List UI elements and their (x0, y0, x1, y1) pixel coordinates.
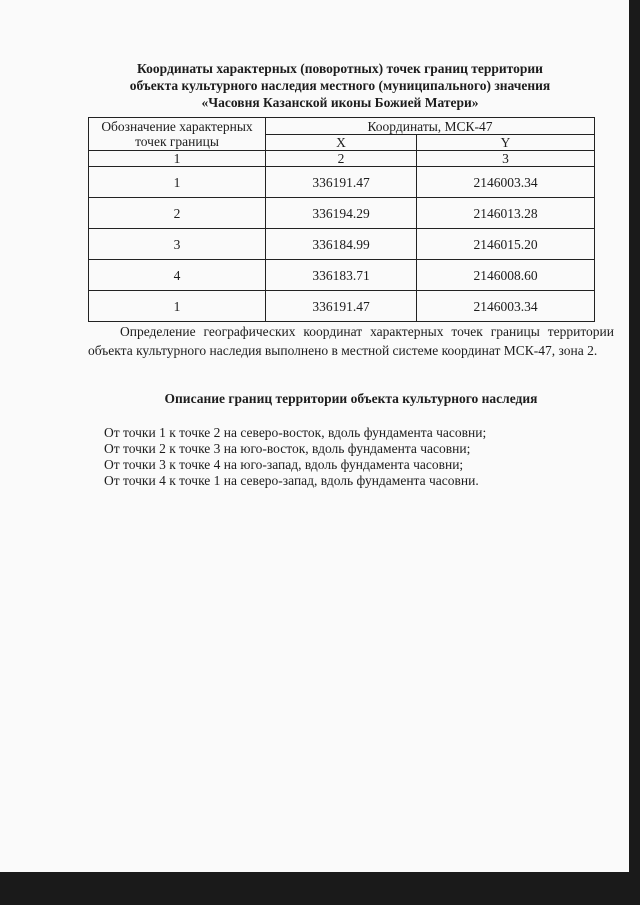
coordinate-system-paragraph: Определение географических координат характерных точек границы территории объекта культурного наследия выполнено в местной системе координат МСК-47, зона 2. (88, 324, 614, 358)
table-row (89, 260, 595, 291)
table-row (89, 229, 595, 260)
x-value: 336191.47 (266, 167, 417, 198)
point-number: 4 (89, 260, 266, 291)
y-value: 2146013.28 (417, 198, 595, 229)
title-line-2: объекта культурного наследия местного (муниципального) значения (129, 78, 551, 93)
table-row (89, 291, 595, 322)
list-item: От точки 4 к точке 1 на северо-запад, вдоль фундамента часовни. (104, 473, 479, 488)
x-value: 336184.99 (266, 229, 417, 260)
x-value: 336183.71 (266, 260, 417, 291)
column-number: 3 (417, 151, 595, 167)
table-header-row (89, 118, 595, 135)
header-y: Y (417, 135, 595, 151)
title-line-3: «Часовня Казанской иконы Божией Матери» (201, 95, 479, 110)
point-number: 2 (89, 198, 266, 229)
title-line-1: Координаты характерных (поворотных) точек границ территории (137, 61, 543, 76)
x-value: 336191.47 (266, 291, 417, 322)
table-row (89, 198, 595, 229)
boundary-description-title: Описание границ территории объекта культурного наследия (164, 391, 538, 406)
list-item: От точки 2 к точке 3 на юго-восток, вдоль фундамента часовни; (104, 441, 471, 456)
table-row (89, 167, 595, 198)
point-number: 1 (89, 291, 266, 322)
column-number: 2 (266, 151, 417, 167)
y-value: 2146008.60 (417, 260, 595, 291)
column-number: 1 (89, 151, 266, 167)
point-number: 3 (89, 229, 266, 260)
y-value: 2146003.34 (417, 291, 595, 322)
x-value: 336194.29 (266, 198, 417, 229)
y-value: 2146003.34 (417, 167, 595, 198)
document-title (60, 60, 620, 111)
header-coordinates: Координаты, МСК-47 (266, 118, 595, 135)
list-item: От точки 1 к точке 2 на северо-восток, вдоль фундамента часовни; (104, 425, 487, 440)
column-numbers-row (89, 151, 595, 167)
boundary-description-list (104, 425, 624, 489)
point-number: 1 (89, 167, 266, 198)
y-value: 2146015.20 (417, 229, 595, 260)
header-point-designation: Обозначение характерных точек границы (89, 118, 266, 151)
list-item: От точки 3 к точке 4 на юго-запад, вдоль фундамента часовни; (104, 457, 464, 472)
coordinates-table (88, 117, 595, 322)
header-x: X (266, 135, 417, 151)
